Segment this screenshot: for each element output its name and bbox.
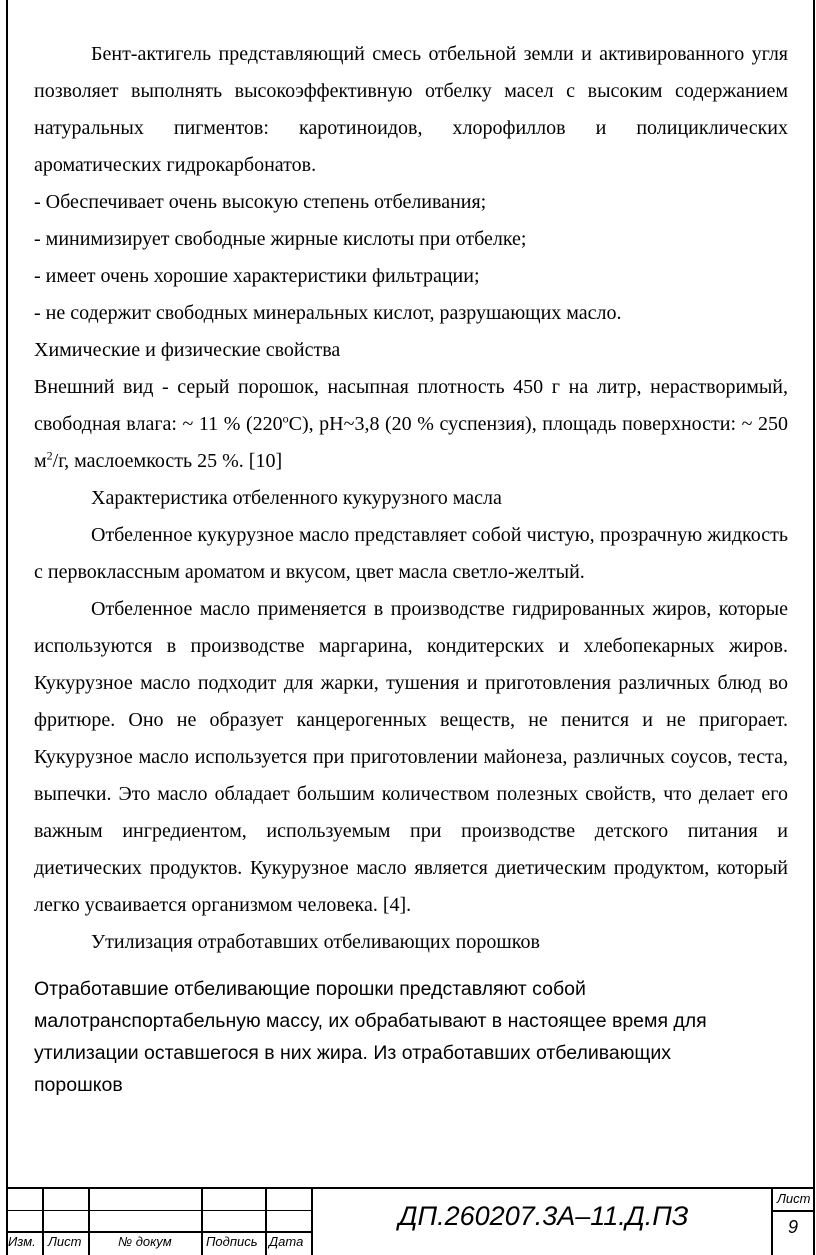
document-body	[34, 36, 788, 1101]
stamp-doc-number-label: № докум	[118, 1234, 172, 1249]
stamp-izm-label: Изм.	[8, 1234, 36, 1249]
stamp-list-label: Лист	[48, 1234, 82, 1249]
squared-superscript: 2	[46, 448, 53, 463]
intro-paragraph: Бент-актигель представляющий смесь отбельной земли и активированного угля позволяет выполнять высокоэффективную отбелку масел с высоким содержанием натуральных пигментов: каротиноидов, хлорофиллов и полициклических ароматических гидрокарбонатов.	[34, 43, 788, 176]
bullet-item: - не содержит свободных минеральных кислот, разрушающих масло.	[34, 302, 622, 324]
degree-superscript: о	[282, 411, 289, 426]
title-block	[6, 1187, 815, 1255]
oil-characteristics-heading: Характеристика отбеленного кукурузного масла	[91, 487, 502, 509]
stamp-row-line	[6, 1231, 311, 1233]
sheet-number: 9	[787, 1217, 798, 1237]
stamp-row-line	[6, 1210, 311, 1211]
properties-text-b: С), pH~3,8 (20 % суспензия), площадь поверхности: ~ 250 м	[34, 413, 788, 472]
bullet-item: - Обеспечивает очень высокую степень отбеливания;	[34, 191, 487, 213]
stamp-signature-label: Подпись	[206, 1234, 258, 1249]
stamp-divider	[311, 1189, 313, 1255]
stamp-row-line	[771, 1210, 815, 1212]
utilization-paragraph: Отработавшие отбеливающие порошки представляют собой малотранспортабельную массу, их обрабатывают в настоящее время для утилизации оставшегося в них жира. Из отработавших отбеливающих порошков	[34, 978, 707, 1096]
stamp-divider	[201, 1189, 203, 1255]
bullet-item: - имеет очень хорошие характеристики фильтрации;	[34, 265, 480, 287]
document-code: ДП.260207.3А–11.Д.ПЗ	[398, 1201, 689, 1231]
stamp-sheet-label: Лист	[777, 1191, 811, 1206]
stamp-divider	[88, 1189, 90, 1255]
stamp-date-label: Дата	[269, 1234, 304, 1249]
oil-description-paragraph: Отбеленное кукурузное масло представляет собой чистую, прозрачную жидкость с первоклассным ароматом и вкусом, цвет масла светло-желтый.	[34, 524, 788, 583]
utilization-heading: Утилизация отработавших отбеливающих порошков	[91, 931, 540, 953]
oil-usage-paragraph: Отбеленное масло применяется в производстве гидрированных жиров, которые используются в производстве маргарина, кондитерских и хлебопекарных жиров. Кукурузное масло подходит для жарки, тушения и приготовления различных блюд во фритюре. Оно не образует канцерогенных веществ, не пенится и не пригорает. Кукурузное масло используется при приготовлении майонеза, различных соусов, теста, выпечки. Это масло обладает большим количеством полезных свойств, что делает его важным ингредиентом, используемым при производстве детского питания и диетических продуктов. Кукурузное масло является диетическим продуктом, который легко усваивается организмом человека. [4].	[34, 598, 788, 916]
properties-text-c: /г, маслоемкость 25 %. [10]	[52, 450, 283, 472]
properties-text-a: Внешний вид - серый порошок, насыпная плотность 450 г на литр, нерастворимый, свободная влага: ~ 11 % (220	[34, 376, 788, 435]
stamp-divider	[265, 1189, 267, 1255]
properties-paragraph	[34, 369, 788, 480]
properties-heading: Химические и физические свойства	[34, 339, 341, 361]
bullet-item: - минимизирует свободные жирные кислоты при отбелке;	[34, 228, 527, 250]
stamp-divider	[42, 1189, 44, 1255]
